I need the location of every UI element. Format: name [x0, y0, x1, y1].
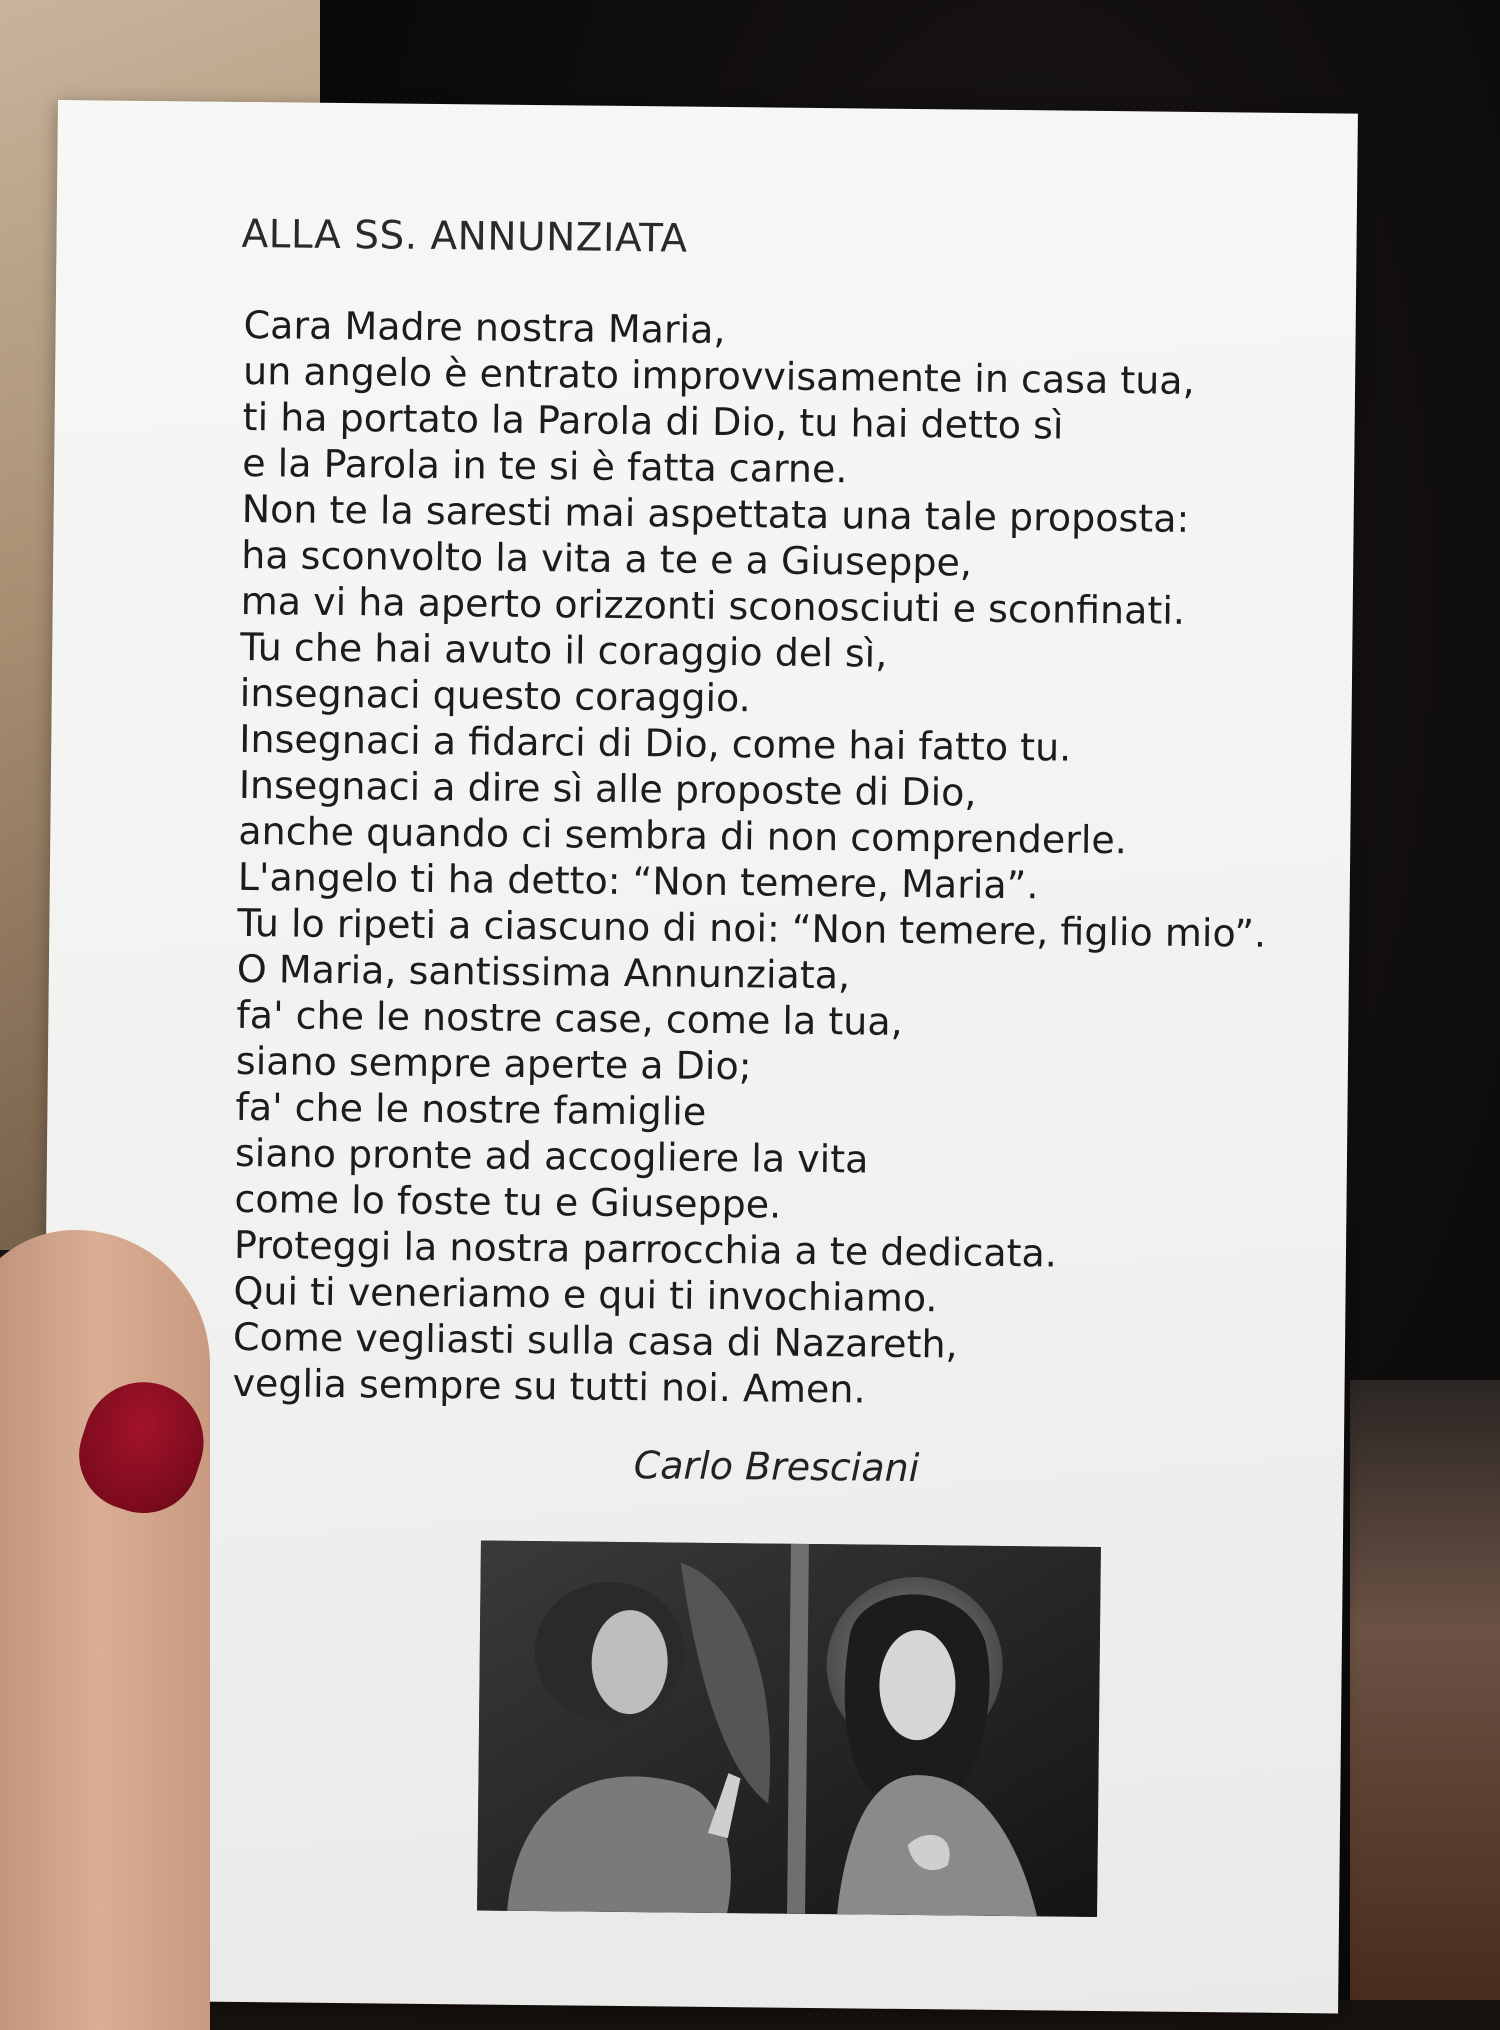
- prayer-line: come lo foste tu e Giuseppe.: [234, 1176, 782, 1227]
- prayer-line: ti ha portato la Parola di Dio, tu hai detto sì: [242, 394, 1064, 448]
- chair-background: [1350, 1380, 1500, 2000]
- prayer-line: Proteggi la nostra parrocchia a te dedicata.: [233, 1222, 1058, 1276]
- prayer-line: un angelo è entrato improvvisamente in casa tua,: [242, 348, 1195, 403]
- prayer-line: Insegnaci a fidarci di Dio, come hai fatto tu.: [239, 716, 1072, 770]
- prayer-line: ha sconvolto la vita a te e a Giuseppe,: [241, 532, 973, 585]
- prayer-title: ALLA SS. ANNUNZIATA: [241, 211, 688, 262]
- prayer-line: Cara Madre nostra Maria,: [243, 302, 726, 353]
- annunciation-illustration: [477, 1541, 1101, 1917]
- prayer-sheet: [38, 100, 1358, 2014]
- prayer-line: insegnaci questo coraggio.: [239, 670, 751, 721]
- prayer-line: veglia sempre su tutti noi. Amen.: [232, 1360, 866, 1412]
- prayer-line: O Maria, santissima Annunziata,: [236, 946, 851, 998]
- prayer-line: fa' che le nostre case, come la tua,: [236, 992, 903, 1044]
- prayer-line: Come vegliasti sulla casa di Nazareth,: [232, 1314, 958, 1367]
- prayer-line: Insegnaci a dire sì alle proposte di Dio,: [238, 762, 977, 815]
- prayer-line: fa' che le nostre famiglie: [235, 1084, 707, 1134]
- prayer-line: Tu che hai avuto il coraggio del sì,: [240, 624, 888, 676]
- prayer-line: siano sempre aperte a Dio;: [235, 1038, 752, 1089]
- prayer-text: [232, 302, 1272, 1417]
- prayer-line: Non te la saresti mai aspettata una tale proposta:: [241, 486, 1190, 541]
- prayer-line: Tu lo ripeti a ciascuno di noi: “Non temere, figlio mio”.: [237, 900, 1267, 956]
- prayer-line: L'angelo ti ha detto: “Non temere, Maria”.: [237, 854, 1039, 908]
- prayer-line: ma vi ha aperto orizzonti sconosciuti e sconfinati.: [240, 578, 1186, 633]
- annunciation-image: [477, 1541, 1101, 1917]
- holding-hand: [0, 1230, 210, 2030]
- author-signature: Carlo Bresciani: [633, 1443, 920, 1491]
- prayer-line: siano pronte ad accogliere la vita: [234, 1130, 869, 1182]
- prayer-line: Qui ti veneriamo e qui ti invochiamo.: [233, 1268, 938, 1321]
- prayer-line: anche quando ci sembra di non comprenderle.: [238, 808, 1128, 863]
- prayer-line: e la Parola in te si è fatta carne.: [241, 440, 848, 492]
